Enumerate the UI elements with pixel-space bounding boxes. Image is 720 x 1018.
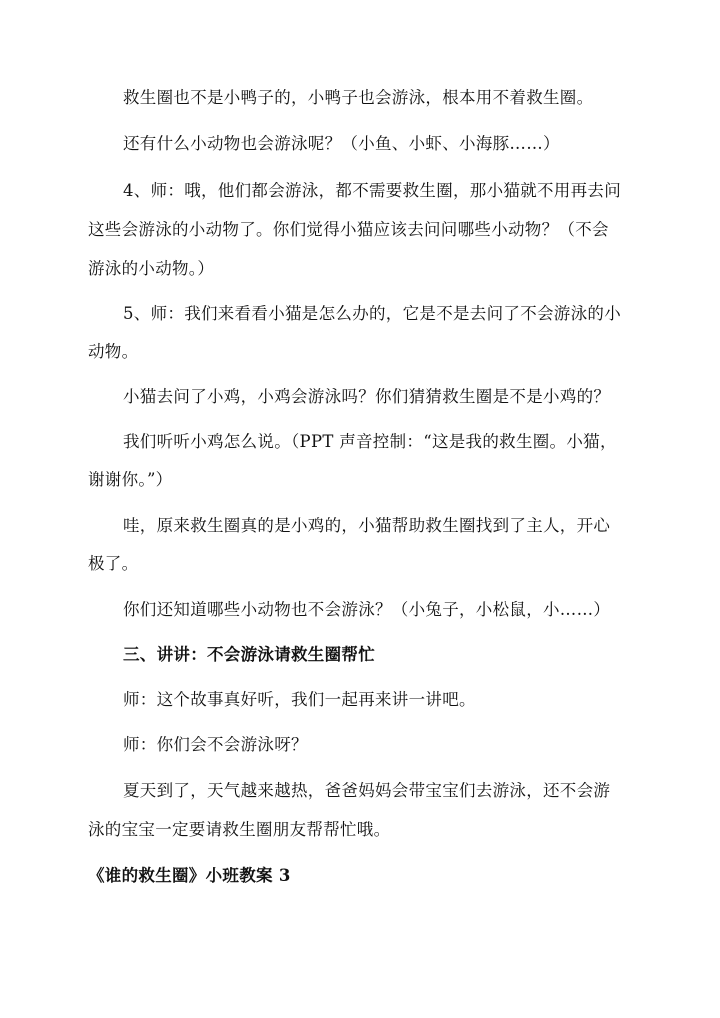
paragraph-line: 5、师：我们来看看小猫是怎么办的，它是不是去问了不会游泳的小 — [123, 304, 621, 323]
document-title: 《谁的救生圈》小班教案 3 — [88, 866, 291, 885]
section-heading: 三、讲讲：不会游泳请救生圈帮忙 — [123, 645, 375, 664]
paragraph-line: 哇，原来救生圈真的是小鸡的，小猫帮助救生圈找到了主人，开心 — [123, 516, 611, 535]
paragraph-line: 泳的宝宝一定要请救生圈朋友帮帮忙哦。 — [88, 820, 391, 839]
paragraph-line: 师：你们会不会游泳呀？ — [123, 735, 308, 754]
paragraph-line: 极了。 — [88, 554, 139, 573]
paragraph-line: 救生圈也不是小鸭子的，小鸭子也会游泳，根本用不着救生圈。 — [123, 88, 594, 107]
paragraph-line: 师：这个故事真好听，我们一起再来讲一讲吧。 — [123, 690, 476, 709]
paragraph-line: 夏天到了，天气越来越热，爸爸妈妈会带宝宝们去游泳，还不会游 — [123, 781, 611, 800]
paragraph-line: 谢谢你。”） — [88, 470, 173, 489]
paragraph-line: 我们听听小鸡怎么说。（PPT 声音控制：“这是我的救生圈。小猫， — [123, 432, 617, 451]
paragraph-line: 小猫去问了小鸡，小鸡会游泳吗？你们猜猜救生圈是不是小鸡的？ — [123, 387, 611, 406]
paragraph-line: 你们还知道哪些小动物也不会游泳？（小兔子，小松鼠，小……） — [123, 600, 611, 619]
paragraph-line: 这些会游泳的小动物了。你们觉得小猫应该去问问哪些小动物？（不会 — [88, 220, 609, 239]
paragraph-line: 4、师：哦，他们都会游泳，都不需要救生圈，那小猫就不用再去问 — [123, 181, 621, 200]
paragraph-line: 还有什么小动物也会游泳呢？（小鱼、小虾、小海豚……） — [123, 134, 560, 153]
paragraph-line: 动物。 — [88, 342, 139, 361]
paragraph-line: 游泳的小动物。） — [88, 259, 215, 278]
